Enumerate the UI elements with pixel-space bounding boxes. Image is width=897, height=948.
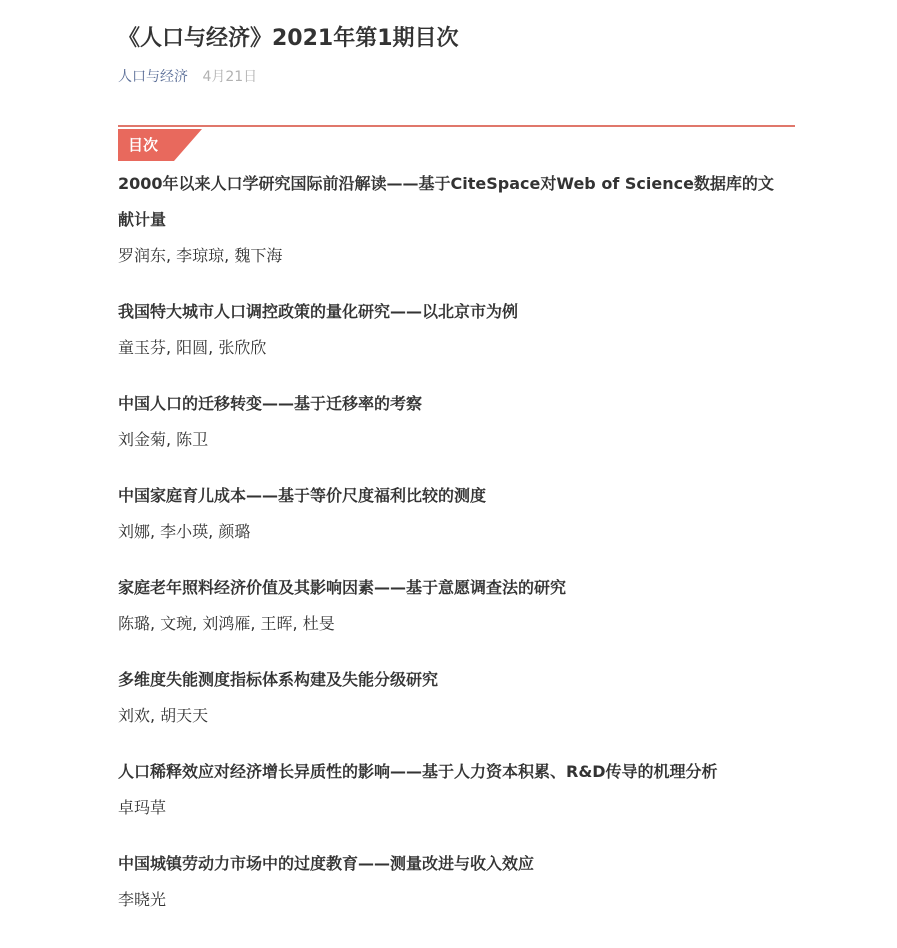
section-badge (118, 129, 202, 161)
entry-authors: 罗润东, 李琼琼, 魏下海 (118, 246, 283, 265)
entry-title: 家庭老年照料经济价值及其影响因素——基于意愿调查法的研究 (118, 578, 567, 597)
entry-authors: 李晓光 (118, 890, 167, 909)
entry-title: 中国城镇劳动力市场中的过度教育——测量改进与收入效应 (118, 854, 535, 873)
entry-title: 2000年以来人口学研究国际前沿解读——基于CiteSpace对Web of Science数据库的文献计量 (118, 174, 774, 229)
entry-title: 中国家庭育儿成本——基于等价尺度福利比较的测度 (118, 486, 487, 505)
toc-entry (118, 754, 778, 826)
entry-authors: 童玉芬, 阳圆, 张欣欣 (118, 338, 267, 357)
section-label: 目次 (128, 136, 159, 154)
toc-entry (118, 386, 778, 458)
toc-entry (118, 662, 778, 734)
entry-title: 中国人口的迁移转变——基于迁移率的考察 (118, 394, 423, 413)
toc-entry (118, 846, 778, 918)
entry-authors: 刘欢, 胡天天 (118, 706, 209, 725)
entry-authors: 刘娜, 李小瑛, 颜璐 (118, 522, 251, 541)
entry-authors: 陈璐, 文琬, 刘鸿雁, 王晖, 杜旻 (118, 614, 335, 633)
entry-title: 多维度失能测度指标体系构建及失能分级研究 (118, 670, 439, 689)
toc-entry (118, 166, 778, 274)
toc-list (118, 166, 778, 938)
entry-authors: 卓玛草 (118, 798, 167, 817)
publish-date: 4月21日 (202, 69, 258, 85)
section-divider (118, 125, 795, 127)
article-title: 《人口与经济》2021年第1期目次 (118, 26, 459, 51)
entry-authors: 刘金菊, 陈卫 (118, 430, 209, 449)
article-meta (118, 67, 257, 87)
toc-entry (118, 478, 778, 550)
toc-entry (118, 570, 778, 642)
account-name-link[interactable]: 人口与经济 (118, 69, 188, 85)
entry-title: 我国特大城市人口调控政策的量化研究——以北京市为例 (118, 302, 519, 321)
entry-title: 人口稀释效应对经济增长异质性的影响——基于人力资本积累、R&D传导的机理分析 (118, 762, 718, 781)
toc-entry (118, 294, 778, 366)
